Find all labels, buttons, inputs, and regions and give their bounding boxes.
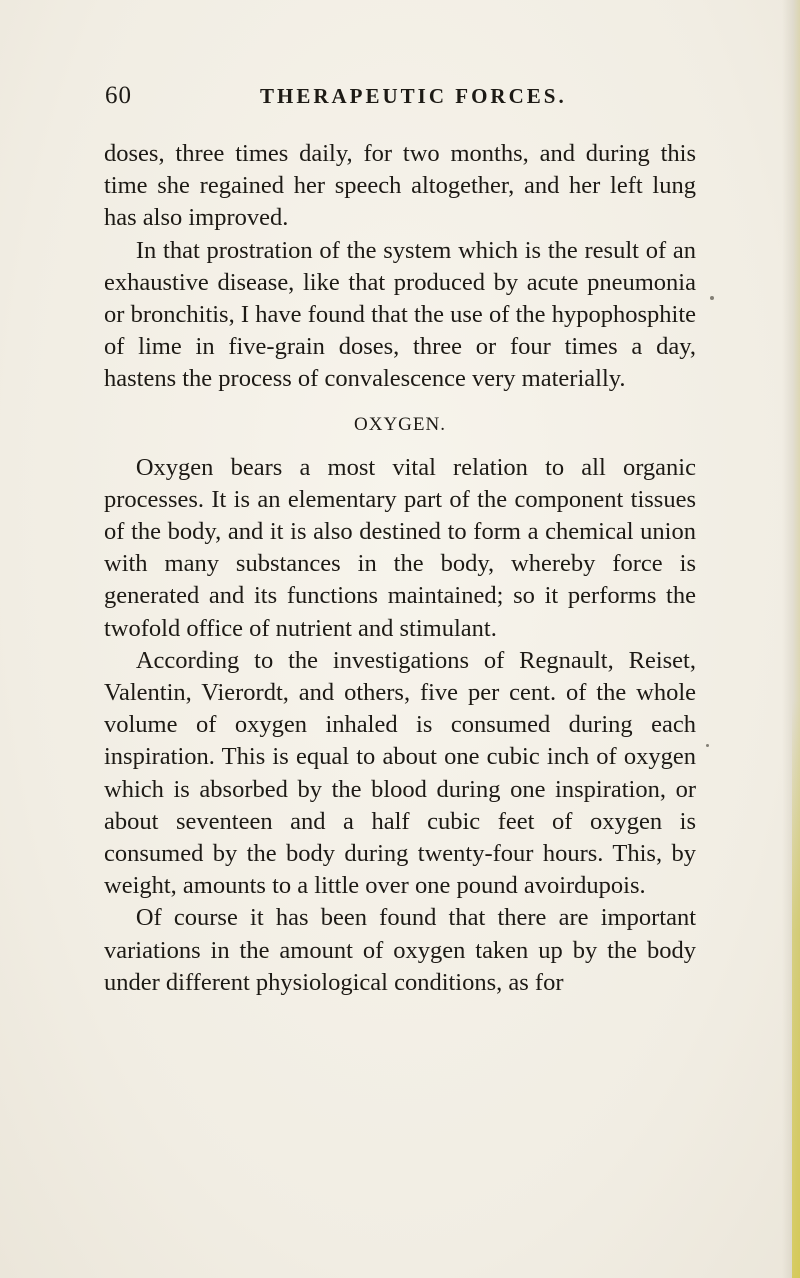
- body-text: [104, 138, 696, 999]
- paragraph-continuation: doses, three times daily, for two months, and during this time she regained her speech altogether, and her left lung has also improved.: [104, 140, 696, 232]
- paragraph: Of course it has been found that there are important variations in the amount of oxygen taken up by the body under different physiological conditions, as for: [104, 904, 696, 996]
- page-header: [105, 82, 705, 118]
- running-head: THERAPEUTIC FORCES.: [260, 84, 567, 108]
- paragraph: In that prostration of the system which is the result of an exhaustive disease, like that produced by acute pneumonia or bronchitis, I have found that the use of the hypophosphite of lime in five-grain doses, three or four times a day, hastens the process of convalescence very materially.: [104, 236, 696, 393]
- paragraph: According to the investigations of Regnault, Reiset, Valentin, Vierordt, and others, five per cent. of the whole volume of oxygen inhaled is consumed during each inspiration. This is equal to about one cubic inch of oxygen which is absorbed by the blood during one inspiration, or about seventeen and a half cubic feet of oxygen is consumed by the body during twenty-four hours. This, by weight, amounts to a little over one pound avoirdupois.: [104, 646, 696, 900]
- page-number: 60: [105, 82, 132, 109]
- ink-speck: [706, 744, 709, 747]
- ink-speck: [710, 296, 714, 300]
- page-edge-stain: [792, 700, 800, 1278]
- paragraph: Oxygen bears a most vital relation to all organic processes. It is an elementary part of the component tissues of the body, and it is also destined to form a chemical union with many substances in the body, whereby force is generated and its functions maintained; so it performs the twofold office of nutrient and stimulant.: [104, 453, 696, 642]
- section-heading: OXYGEN.: [354, 413, 446, 435]
